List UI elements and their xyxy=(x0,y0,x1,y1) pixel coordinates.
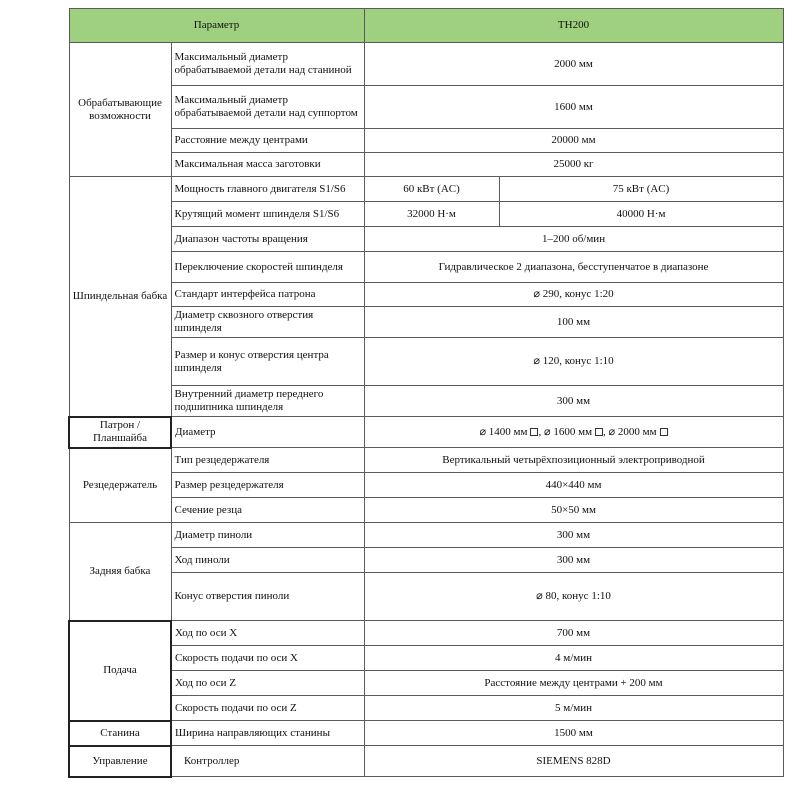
group-chuck-title: Патрон / Планшайба xyxy=(69,417,171,448)
value-cell: 700 мм xyxy=(364,621,783,646)
param-cell: Максимальная масса заготовки xyxy=(171,153,364,177)
table-row xyxy=(69,573,783,621)
table-row xyxy=(69,721,783,746)
value-cell-options xyxy=(364,417,783,448)
value-cell: Расстояние между центрами + 200 мм xyxy=(364,671,783,696)
value-cell-s1: 32000 Н·м xyxy=(364,202,499,227)
table-row xyxy=(69,227,783,252)
group-tailstock-title: Задняя бабка xyxy=(69,523,171,621)
table-row xyxy=(69,177,783,202)
table-row xyxy=(69,386,783,417)
checkbox-icon xyxy=(595,428,603,436)
table-header-row xyxy=(69,9,783,43)
value-cell: 2000 мм xyxy=(364,43,783,86)
param-cell: Диаметр xyxy=(171,417,364,448)
table-row xyxy=(69,498,783,523)
value-cell: 1600 мм xyxy=(364,86,783,129)
value-cell: Вертикальный четырёхпозиционный электроприводной xyxy=(364,448,783,473)
table-row xyxy=(69,43,783,86)
spec-table xyxy=(68,8,784,778)
value-cell: 1500 мм xyxy=(364,721,783,746)
group-processing-title: Обрабатывающие возможности xyxy=(69,43,171,177)
table-row xyxy=(69,153,783,177)
param-cell: Внутренний диаметр переднего подшипника шпинделя xyxy=(171,386,364,417)
table-row xyxy=(69,696,783,721)
option-text: ⌀ 1400 мм xyxy=(479,425,528,438)
value-cell: 300 мм xyxy=(364,548,783,573)
checkbox-icon xyxy=(660,428,668,436)
param-cell: Переключение скоростей шпинделя xyxy=(171,252,364,283)
param-cell: Размер и конус отверстия центра шпинделя xyxy=(171,338,364,386)
param-cell: Диаметр пиноли xyxy=(171,523,364,548)
param-cell: Ход по оси X xyxy=(171,621,364,646)
table-row xyxy=(69,523,783,548)
group-control-title: Управление xyxy=(69,746,171,777)
option-text: , ⌀ 2000 мм xyxy=(603,425,657,438)
param-cell: Ход по оси Z xyxy=(171,671,364,696)
value-cell: Гидравлическое 2 диапазона, бесступенчатое в диапазоне xyxy=(364,252,783,283)
value-cell: 20000 мм xyxy=(364,129,783,153)
table-row xyxy=(69,252,783,283)
table-row xyxy=(69,671,783,696)
param-cell: Диаметр сквозного отверстия шпинделя xyxy=(171,307,364,338)
param-cell: Скорость подачи по оси X xyxy=(171,646,364,671)
table-row xyxy=(69,338,783,386)
value-cell: ⌀ 80, конус 1:10 xyxy=(364,573,783,621)
param-cell: Максимальный диаметр обрабатываемой детали над суппортом xyxy=(171,86,364,129)
table-row xyxy=(69,473,783,498)
value-cell: 440×440 мм xyxy=(364,473,783,498)
table-row xyxy=(69,417,783,448)
value-cell: 300 мм xyxy=(364,523,783,548)
table-row xyxy=(69,307,783,338)
param-cell: Крутящий момент шпинделя S1/S6 xyxy=(171,202,364,227)
group-headstock-title: Шпиндельная бабка xyxy=(69,177,171,417)
param-cell: Мощность главного двигателя S1/S6 xyxy=(171,177,364,202)
group-feed-title: Подача xyxy=(69,621,171,721)
param-cell: Диапазон частоты вращения xyxy=(171,227,364,252)
table-row xyxy=(69,129,783,153)
table-row xyxy=(69,746,783,777)
table-row xyxy=(69,621,783,646)
value-cell: 300 мм xyxy=(364,386,783,417)
param-cell: Сечение резца xyxy=(171,498,364,523)
value-cell: 50×50 мм xyxy=(364,498,783,523)
param-cell: Конус отверстия пиноли xyxy=(171,573,364,621)
param-cell: Ширина направляющих станины xyxy=(171,721,364,746)
value-cell: 100 мм xyxy=(364,307,783,338)
table-row xyxy=(69,86,783,129)
table-row xyxy=(69,448,783,473)
value-cell: 4 м/мин xyxy=(364,646,783,671)
param-cell: Контроллер xyxy=(171,746,364,777)
option-text: , ⌀ 1600 мм xyxy=(538,425,593,438)
group-toolholder-title: Резцедержатель xyxy=(69,448,171,523)
table-row xyxy=(69,202,783,227)
value-cell: 25000 кг xyxy=(364,153,783,177)
table-row xyxy=(69,646,783,671)
param-cell: Ход пиноли xyxy=(171,548,364,573)
header-param: Параметр xyxy=(69,9,364,43)
value-cell: SIEMENS 828D xyxy=(364,746,783,777)
param-cell: Скорость подачи по оси Z xyxy=(171,696,364,721)
value-cell: 1–200 об/мин xyxy=(364,227,783,252)
value-cell-s6: 75 кВт (AC) xyxy=(499,177,783,202)
value-cell: 5 м/мин xyxy=(364,696,783,721)
header-model: TH200 xyxy=(364,9,783,43)
group-bed-title: Станина xyxy=(69,721,171,746)
value-cell: ⌀ 290, конус 1:20 xyxy=(364,283,783,307)
param-cell: Расстояние между центрами xyxy=(171,129,364,153)
param-cell: Тип резцедержателя xyxy=(171,448,364,473)
value-cell: ⌀ 120, конус 1:10 xyxy=(364,338,783,386)
param-cell: Максимальный диаметр обрабатываемой детали над станиной xyxy=(171,43,364,86)
param-cell: Стандарт интерфейса патрона xyxy=(171,283,364,307)
param-cell: Размер резцедержателя xyxy=(171,473,364,498)
value-cell-s1: 60 кВт (AC) xyxy=(364,177,499,202)
value-cell-s6: 40000 Н·м xyxy=(499,202,783,227)
table-row xyxy=(69,548,783,573)
table-row xyxy=(69,283,783,307)
